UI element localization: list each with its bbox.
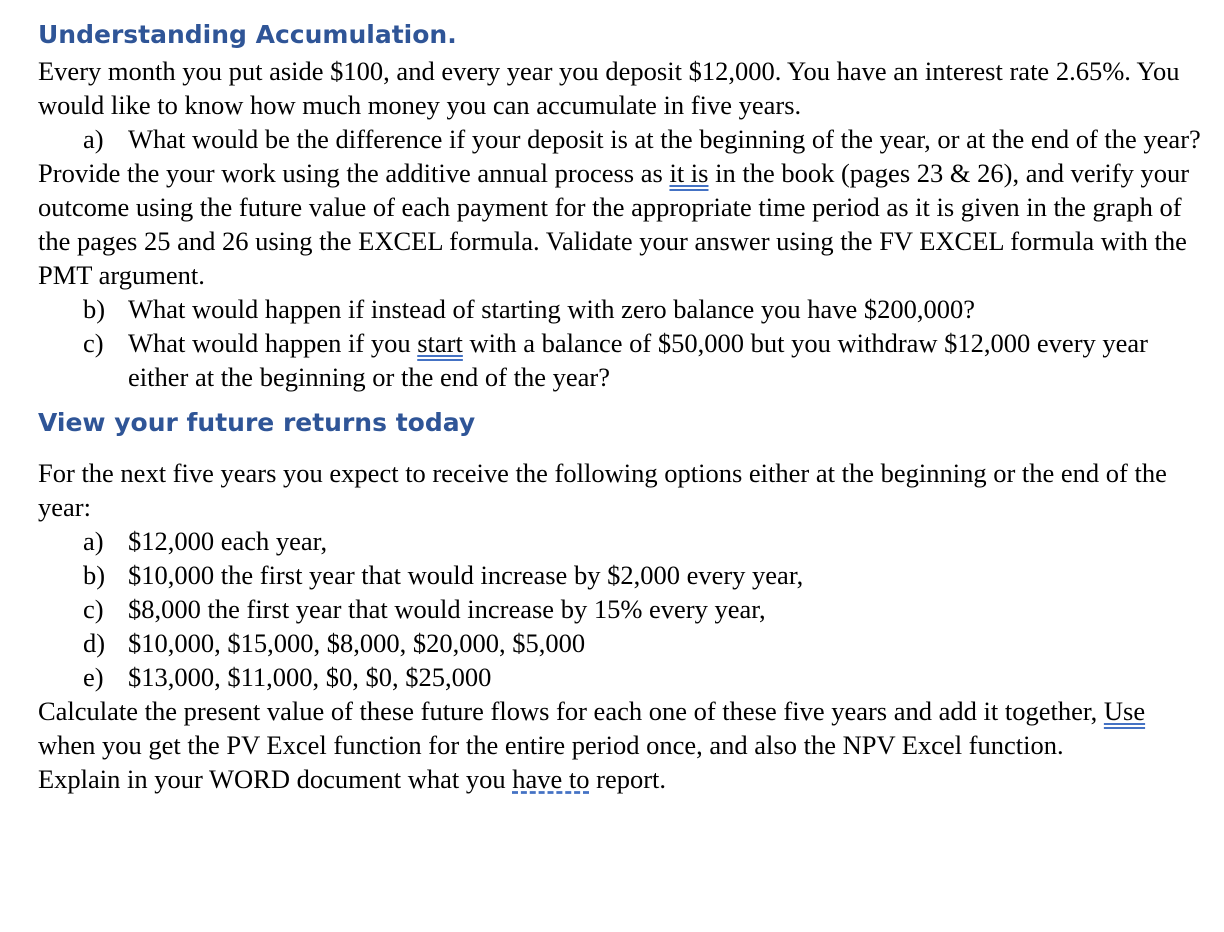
list-item	[38, 660, 1208, 694]
work-text-1: Provide the your work using the additive annual process as	[38, 158, 670, 188]
list-item-text-1: What would happen if you	[128, 328, 418, 358]
calculation-instructions	[38, 694, 1208, 762]
list-item-text: What would happen if instead of starting with zero balance you have $200,000?	[128, 294, 976, 324]
list-marker: a)	[83, 124, 104, 154]
calc-text-2: when you get the PV Excel function for the entire period once, and also the NPV Excel function.	[38, 730, 1064, 760]
list-item	[38, 592, 1208, 626]
list-item-text-2: with a balance of $50,000 but you withdraw $12,000 every year either at the beginning or the end of the year?	[128, 328, 1148, 392]
list-marker: d)	[83, 628, 106, 658]
explain-text-2: report.	[589, 764, 667, 794]
list-marker: a)	[83, 526, 104, 556]
future-returns-options	[38, 524, 1208, 694]
list-item	[38, 292, 1208, 326]
grammar-flag-have-to: have to	[512, 764, 590, 794]
list-marker: c)	[83, 594, 104, 624]
grammar-flag-start: start	[417, 328, 463, 358]
list-item	[38, 524, 1208, 558]
list-item	[38, 122, 1208, 156]
list-item-text: $13,000, $11,000, $0, $0, $25,000	[128, 662, 492, 692]
list-item	[38, 558, 1208, 592]
list-item	[38, 326, 1208, 394]
list-item-text: $10,000, $15,000, $8,000, $20,000, $5,000	[128, 628, 586, 658]
list-marker: b)	[83, 560, 106, 590]
heading-view-future-returns: View your future returns today	[38, 408, 476, 437]
accumulation-intro: Every month you put aside $100, and every year you deposit $12,000. You have an interest rate 2.65%. You would like to know how much money you can accumulate in five years.	[38, 56, 1180, 120]
document-page	[38, 16, 1208, 796]
list-item	[38, 626, 1208, 660]
future-returns-intro: For the next five years you expect to receive the following options either at the beginning or the end of the year:	[38, 458, 1167, 522]
list-marker: e)	[83, 662, 104, 692]
list-marker: b)	[83, 294, 106, 324]
explain-instructions	[38, 762, 1208, 796]
list-item-text: $8,000 the first year that would increase by 15% every year,	[128, 594, 766, 624]
explain-text-1: Explain in your WORD document what you	[38, 764, 513, 794]
work-text-2: in the book (pages 23 & 26), and verify your outcome using the future value of each payment for the appropriate time period as it is given in the graph of the pages 25 and 26 using the EXCEL formula. Validate your answer using the FV EXCEL formula with the PMT argument.	[38, 158, 1190, 290]
grammar-flag-it-is: it is	[669, 158, 709, 188]
grammar-flag-use: Use	[1103, 696, 1146, 726]
accumulation-list-bc	[38, 292, 1208, 394]
list-item-text: $12,000 each year,	[128, 526, 328, 556]
calc-text-1: Calculate the present value of these future flows for each one of these five years and add it together,	[38, 696, 1104, 726]
list-marker: c)	[83, 328, 104, 358]
heading-understanding-accumulation: Understanding Accumulation.	[38, 20, 457, 49]
work-instructions	[38, 156, 1208, 292]
accumulation-list-a	[38, 122, 1208, 156]
list-item-text: What would be the difference if your deposit is at the beginning of the year, or at the end of the year?	[128, 124, 1201, 154]
list-item-text: $10,000 the first year that would increase by $2,000 every year,	[128, 560, 804, 590]
